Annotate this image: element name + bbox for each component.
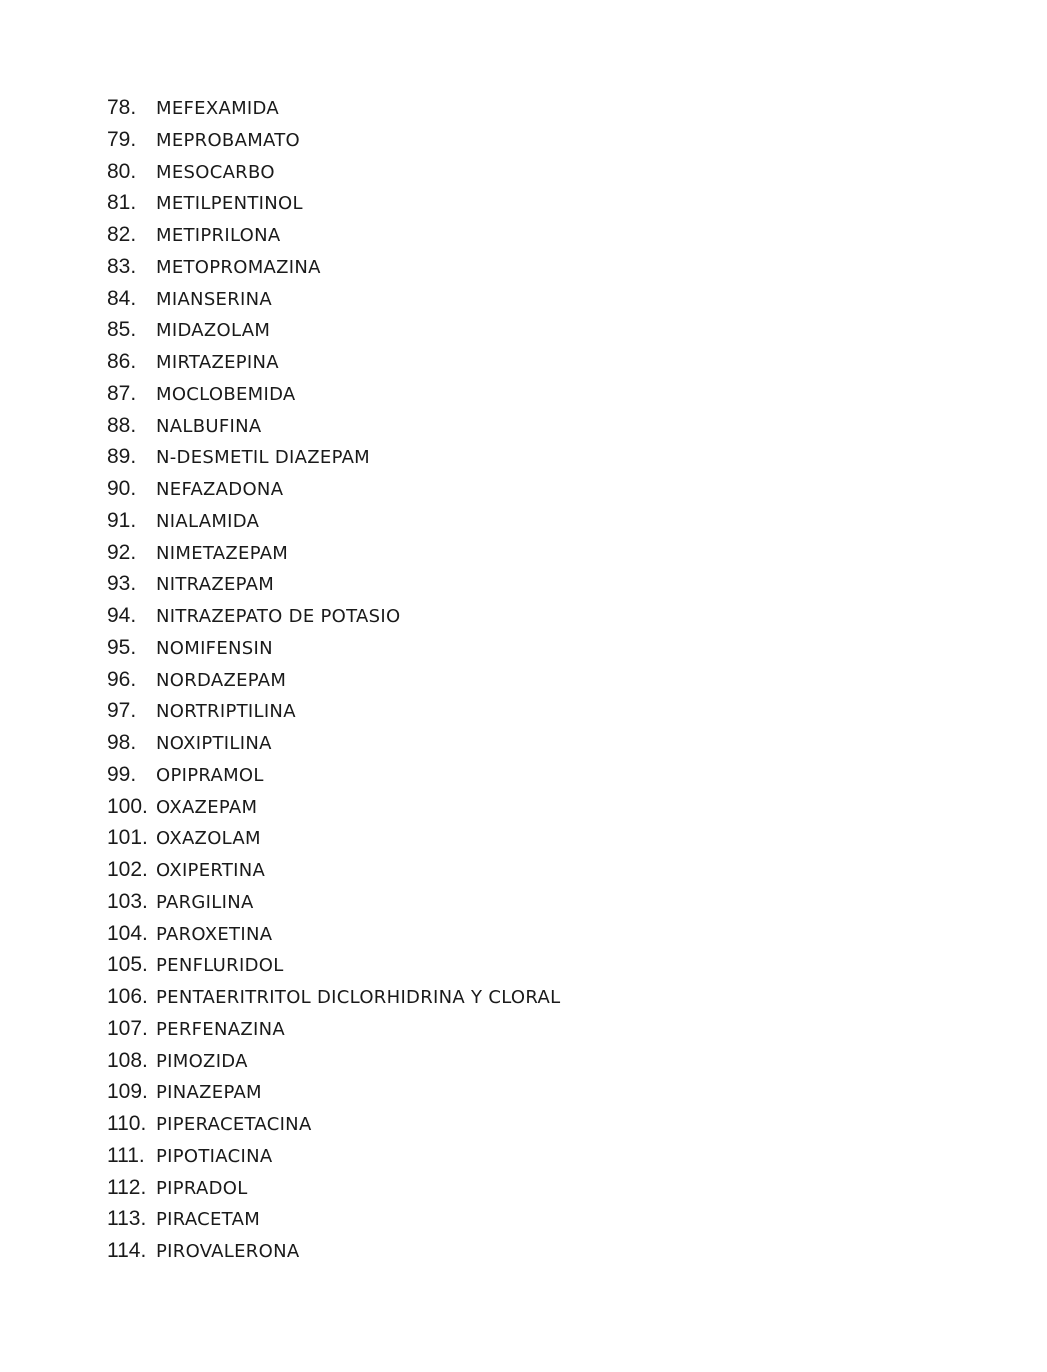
item-number: 107. bbox=[107, 1016, 148, 1040]
list-item bbox=[107, 699, 560, 731]
item-name: NORTRIPTILINA bbox=[156, 701, 296, 723]
item-number: 97. bbox=[107, 699, 137, 723]
list-item bbox=[107, 1144, 560, 1176]
list-item bbox=[107, 668, 560, 700]
list-item bbox=[107, 160, 560, 192]
item-number: 98. bbox=[107, 731, 137, 754]
item-number: 85. bbox=[107, 318, 137, 342]
item-number: 78. bbox=[107, 96, 137, 119]
item-number: 106. bbox=[107, 985, 148, 1008]
item-number: 88. bbox=[107, 413, 137, 437]
item-name: PENTAERITRITOL DICLORHIDRINA Y CLORAL bbox=[156, 987, 561, 1008]
item-number: 109. bbox=[107, 1080, 148, 1104]
item-number: 82. bbox=[107, 223, 137, 246]
item-number: 108. bbox=[107, 1048, 148, 1072]
item-name: PERFENAZINA bbox=[156, 1018, 285, 1040]
item-number: 86. bbox=[107, 350, 137, 373]
item-number: 99. bbox=[107, 762, 137, 786]
item-number: 105. bbox=[107, 953, 148, 977]
item-name: NITRAZEPATO DE POTASIO bbox=[156, 606, 401, 627]
item-number: 91. bbox=[107, 508, 137, 532]
item-name: N-DESMETIL DIAZEPAM bbox=[156, 447, 371, 469]
item-name: OPIPRAMOL bbox=[156, 764, 264, 786]
item-name: NEFAZADONA bbox=[156, 479, 284, 500]
item-name: OXAZEPAM bbox=[156, 796, 258, 818]
item-name: MIRTAZEPINA bbox=[156, 352, 279, 373]
item-number: 112. bbox=[107, 1175, 147, 1199]
item-name: PIROVALERONA bbox=[156, 1241, 300, 1262]
item-number: 79. bbox=[107, 127, 137, 151]
item-number: 113. bbox=[107, 1207, 147, 1231]
list-item bbox=[107, 191, 560, 223]
list-item bbox=[107, 414, 560, 446]
list-item bbox=[107, 128, 560, 160]
item-number: 83. bbox=[107, 254, 137, 278]
list-item bbox=[107, 223, 560, 255]
list-item bbox=[107, 382, 560, 414]
item-name: METIPRILONA bbox=[156, 225, 281, 246]
item-number: 81. bbox=[107, 191, 137, 215]
item-name: PIPOTIACINA bbox=[156, 1145, 273, 1167]
list-item bbox=[107, 287, 560, 319]
item-number: 84. bbox=[107, 286, 137, 310]
list-item bbox=[107, 636, 560, 668]
item-name: OXIPERTINA bbox=[156, 860, 266, 881]
item-number: 80. bbox=[107, 159, 137, 183]
item-name: PIPERACETACINA bbox=[156, 1114, 312, 1135]
list-item bbox=[107, 350, 560, 382]
item-name: MIDAZOLAM bbox=[156, 320, 271, 342]
list-item bbox=[107, 890, 560, 922]
item-number: 114. bbox=[107, 1239, 147, 1262]
item-name: NITRAZEPAM bbox=[156, 574, 275, 596]
item-number: 90. bbox=[107, 477, 137, 500]
list-item bbox=[107, 255, 560, 287]
list-item bbox=[107, 96, 560, 128]
list-item bbox=[107, 985, 560, 1017]
list-item bbox=[107, 445, 560, 477]
list-item bbox=[107, 604, 560, 636]
item-number: 104. bbox=[107, 921, 148, 945]
list-item bbox=[107, 509, 560, 541]
item-number: 100. bbox=[107, 794, 148, 818]
item-name: MOCLOBEMIDA bbox=[156, 383, 296, 405]
list-item bbox=[107, 1239, 560, 1271]
item-name: PIPRADOL bbox=[156, 1177, 248, 1199]
item-name: NORDAZEPAM bbox=[156, 669, 287, 691]
item-name: NIALAMIDA bbox=[156, 510, 260, 532]
list-item bbox=[107, 1207, 560, 1239]
item-name: PAROXETINA bbox=[156, 923, 273, 945]
item-name: MESOCARBO bbox=[156, 161, 275, 183]
list-item bbox=[107, 922, 560, 954]
item-name: OXAZOLAM bbox=[156, 828, 261, 850]
item-name: PARGILINA bbox=[156, 891, 254, 913]
list-item bbox=[107, 731, 560, 763]
item-number: 92. bbox=[107, 540, 137, 564]
item-number: 111. bbox=[107, 1143, 145, 1167]
list-item bbox=[107, 1049, 560, 1081]
item-name: NALBUFINA bbox=[156, 415, 262, 437]
item-number: 93. bbox=[107, 572, 137, 596]
item-number: 103. bbox=[107, 889, 148, 913]
list-item bbox=[107, 572, 560, 604]
item-name: METILPENTINOL bbox=[156, 193, 303, 215]
list-item bbox=[107, 763, 560, 795]
list-item bbox=[107, 1112, 560, 1144]
list-item bbox=[107, 795, 560, 827]
list-item bbox=[107, 541, 560, 573]
list-item bbox=[107, 826, 560, 858]
item-name: MIANSERINA bbox=[156, 288, 273, 310]
item-number: 87. bbox=[107, 381, 137, 405]
list-item bbox=[107, 953, 560, 985]
item-name: NOXIPTILINA bbox=[156, 733, 272, 754]
item-name: NOMIFENSIN bbox=[156, 637, 273, 659]
item-number: 89. bbox=[107, 445, 137, 469]
list-item bbox=[107, 1176, 560, 1208]
item-name: NIMETAZEPAM bbox=[156, 542, 289, 564]
substance-list bbox=[107, 96, 560, 1271]
item-name: PIMOZIDA bbox=[156, 1050, 248, 1072]
item-name: PENFLURIDOL bbox=[156, 955, 284, 977]
item-name: MEPROBAMATO bbox=[156, 129, 301, 151]
list-item bbox=[107, 318, 560, 350]
item-number: 101. bbox=[107, 826, 148, 850]
item-number: 95. bbox=[107, 635, 137, 659]
item-number: 94. bbox=[107, 604, 137, 627]
list-item bbox=[107, 1017, 560, 1049]
item-number: 102. bbox=[107, 858, 148, 881]
list-item bbox=[107, 477, 560, 509]
item-name: MEFEXAMIDA bbox=[156, 98, 279, 119]
item-number: 96. bbox=[107, 667, 137, 691]
list-item bbox=[107, 858, 560, 890]
list-item bbox=[107, 1080, 560, 1112]
item-number: 110. bbox=[107, 1112, 147, 1135]
item-name: METOPROMAZINA bbox=[156, 256, 321, 278]
item-name: PINAZEPAM bbox=[156, 1082, 262, 1104]
item-name: PIRACETAM bbox=[156, 1209, 261, 1231]
